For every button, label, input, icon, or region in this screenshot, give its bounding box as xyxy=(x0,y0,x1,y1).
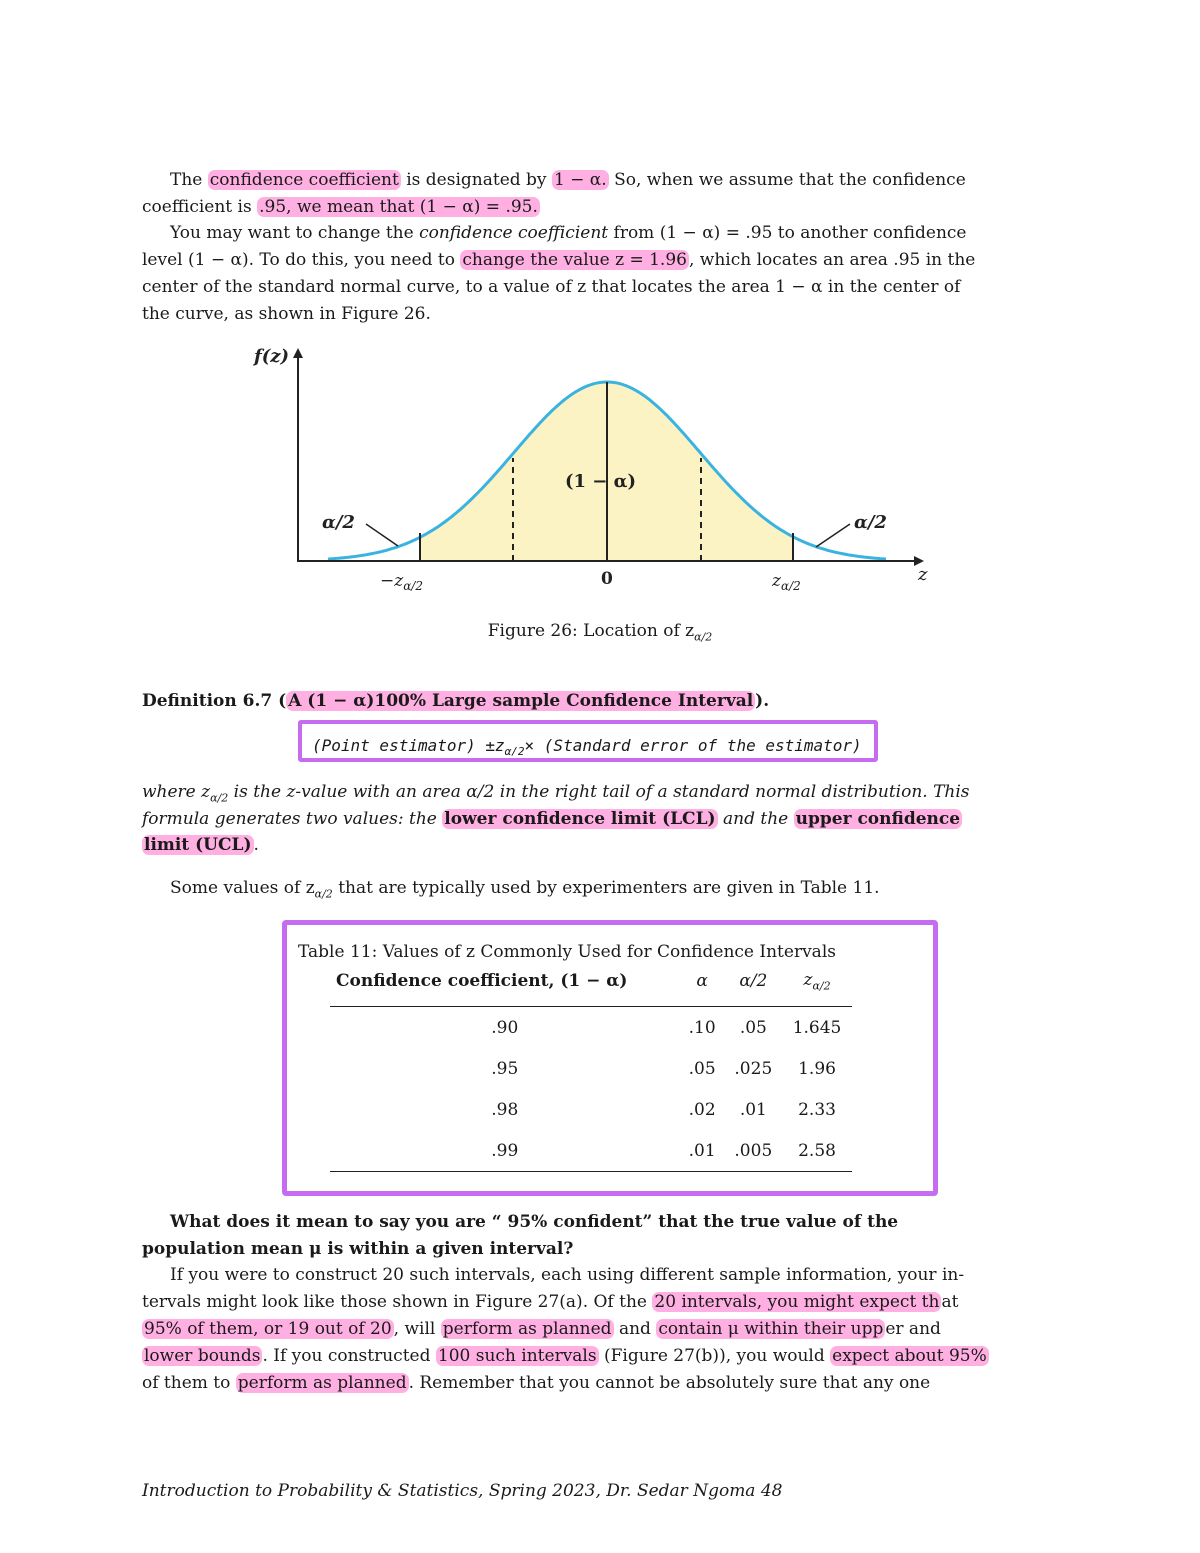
page-footer: Introduction to Probability & Statistics, Spring 2023, Dr. Sedar Ngoma 48 xyxy=(142,1481,783,1501)
text: is the z-value with an area α/2 in the right tail of a standard normal distribution. This xyxy=(228,782,970,802)
paragraph2-line4: the curve, as shown in Figure 26. xyxy=(142,304,431,324)
text: . Remember that you cannot be absolutely sure that any one xyxy=(408,1373,931,1393)
paragraph1-line1 xyxy=(142,167,1042,193)
tick-left-label: $-z_{\alpha/2}$ xyxy=(380,571,423,593)
text: × (Standard error of the estimator) xyxy=(524,736,862,755)
table-row xyxy=(330,1130,852,1172)
text: and xyxy=(613,1319,657,1339)
definition-where-line3 xyxy=(142,832,1042,858)
text: The xyxy=(170,170,208,190)
header-confidence-coefficient xyxy=(330,966,680,1007)
answer-line3 xyxy=(142,1316,1042,1342)
highlight-100-intervals: 100 such intervals xyxy=(437,1346,597,1366)
text: Definition 6.7 ( xyxy=(142,691,287,711)
emphasis: confidence coefficient xyxy=(419,223,609,243)
table-cell: 2.33 xyxy=(798,1099,836,1120)
highlight-change-value: change the value z = 1.96 xyxy=(462,250,687,270)
tick-right-label: $z_{\alpha/2}$ xyxy=(772,571,801,593)
table-row xyxy=(330,1007,852,1049)
table-cell: 1.96 xyxy=(798,1058,836,1079)
highlight-20-intervals: 20 intervals, you might expect th xyxy=(654,1292,940,1312)
question-line1: What does it mean to say you are “ 95% confident” that the true value of the xyxy=(170,1212,899,1232)
text: . xyxy=(253,835,259,855)
y-axis-label: f(z) xyxy=(254,346,289,367)
table-header-row xyxy=(330,966,852,1007)
x-axis-label: z xyxy=(918,564,928,585)
table-cell: .95 xyxy=(491,1058,519,1079)
highlight-lcl: lower confidence limit (LCL) xyxy=(444,809,716,829)
answer-line2 xyxy=(142,1289,1042,1315)
text: , which locates an area .95 in the xyxy=(688,250,976,270)
table-intro-line xyxy=(142,875,1042,907)
text: level (1 − α). To do this, you need to xyxy=(142,250,461,270)
center-area-label: (1 − α) xyxy=(565,471,637,492)
table-cell: .99 xyxy=(330,1130,680,1172)
left-tail-pointer xyxy=(366,524,398,546)
subscript: α/2 xyxy=(812,979,831,993)
subscript: α/2 xyxy=(314,887,333,901)
answer-line1: If you were to construct 20 such intervals, each using different sample information, your in- xyxy=(170,1265,965,1285)
text: of them to xyxy=(142,1373,236,1393)
table-caption: Table 11: Values of z Commonly Used for Confidence Intervals xyxy=(298,942,836,962)
question-line2: population mean μ is within a given interval? xyxy=(142,1239,574,1259)
highlight-upper-confidence: upper confidence xyxy=(795,809,961,829)
caption-subscript: α/2 xyxy=(694,630,713,644)
table-cell: .02 xyxy=(688,1099,716,1120)
text: tervals might look like those shown in Figure 27(a). Of the xyxy=(142,1292,653,1312)
text: (Point estimator) ±z xyxy=(312,736,505,755)
table-cell: .98 xyxy=(491,1099,519,1120)
text: at xyxy=(941,1292,959,1312)
text: , will xyxy=(393,1319,441,1339)
text: You may want to change the xyxy=(170,223,420,243)
definition-where-line2 xyxy=(142,806,1042,832)
text: where z xyxy=(142,782,211,802)
table-cell: .01 xyxy=(680,1130,725,1172)
highlight-contain-mu: contain μ within their upp xyxy=(658,1319,884,1339)
text: ). xyxy=(755,691,770,711)
text: and the xyxy=(717,809,794,829)
table-row xyxy=(330,1048,852,1089)
text: that are typically used by experimenters are given in Table 11. xyxy=(332,878,880,898)
answer-line5 xyxy=(142,1370,1042,1396)
normal-curve-figure xyxy=(250,340,940,605)
paragraph2-line1 xyxy=(142,220,1042,246)
text: coefficient is xyxy=(142,197,258,217)
paragraph2-line2 xyxy=(142,247,1042,273)
highlight-expect-95: expect about 95% xyxy=(832,1346,987,1366)
highlight-perform-planned-2: perform as planned xyxy=(237,1373,407,1393)
highlight-confidence-coefficient: confidence coefficient xyxy=(209,170,399,190)
paragraph2-line3: center of the standard normal curve, to a value of z that locates the area 1 − α in the center of xyxy=(142,277,961,297)
highlight-perform-planned: perform as planned xyxy=(442,1319,612,1339)
left-tail-label: α/2 xyxy=(322,512,355,533)
paragraph1-line2 xyxy=(142,194,1042,220)
text: er and xyxy=(885,1319,941,1339)
caption-text: Figure 26: Location of z xyxy=(487,621,695,641)
table-row xyxy=(330,1089,852,1130)
header-alpha: α xyxy=(696,971,708,991)
table-cell: 1.645 xyxy=(792,1017,842,1038)
highlight-95-percent: 95% of them, or 19 out of 20 xyxy=(144,1319,392,1339)
text: (Figure 27(b)), you would xyxy=(598,1346,831,1366)
table-cell: .05 xyxy=(688,1058,716,1079)
header-z xyxy=(782,966,852,1007)
header-alpha-half: α/2 xyxy=(739,971,768,991)
highlight-one-minus-alpha: 1 − α. xyxy=(553,170,607,190)
table-cell: 2.58 xyxy=(782,1130,852,1172)
z-values-table xyxy=(330,966,852,1172)
subscript: α/2 xyxy=(210,791,229,805)
table-cell: .01 xyxy=(739,1099,767,1120)
text: So, when we assume that the confidence xyxy=(608,170,966,190)
y-axis-arrow xyxy=(293,348,303,358)
subscript: α/2 xyxy=(504,745,525,759)
table-cell: .025 xyxy=(734,1058,773,1079)
text: . If you constructed xyxy=(262,1346,436,1366)
text: formula generates two values: the xyxy=(142,809,443,829)
header-text: Confidence coefficient, (1 − α) xyxy=(336,971,628,991)
highlight-ucl: limit (UCL) xyxy=(144,835,252,855)
text: from (1 − α) = .95 to another confidence xyxy=(608,223,967,243)
highlight-definition-title: A (1 − α)100% Large sample Confidence Interval xyxy=(288,691,754,711)
header-text: z xyxy=(803,969,813,990)
text: Some values of z xyxy=(170,878,315,898)
table-cell: .05 xyxy=(739,1017,767,1038)
table-cell: .90 xyxy=(491,1017,519,1038)
highlight-lower-bounds: lower bounds xyxy=(144,1346,261,1366)
highlight-95-meaning: .95, we mean that (1 − α) = .95. xyxy=(259,197,538,217)
table-cell: .005 xyxy=(725,1130,782,1172)
definition-heading xyxy=(142,688,769,714)
right-tail-pointer xyxy=(816,524,850,547)
answer-line4 xyxy=(142,1343,1042,1369)
figure-caption xyxy=(0,618,1200,650)
confidence-interval-formula xyxy=(312,733,862,765)
table-cell: .10 xyxy=(688,1017,716,1038)
right-tail-label: α/2 xyxy=(854,512,887,533)
text: is designated by xyxy=(400,170,552,190)
tick-zero-label: 0 xyxy=(601,569,613,589)
